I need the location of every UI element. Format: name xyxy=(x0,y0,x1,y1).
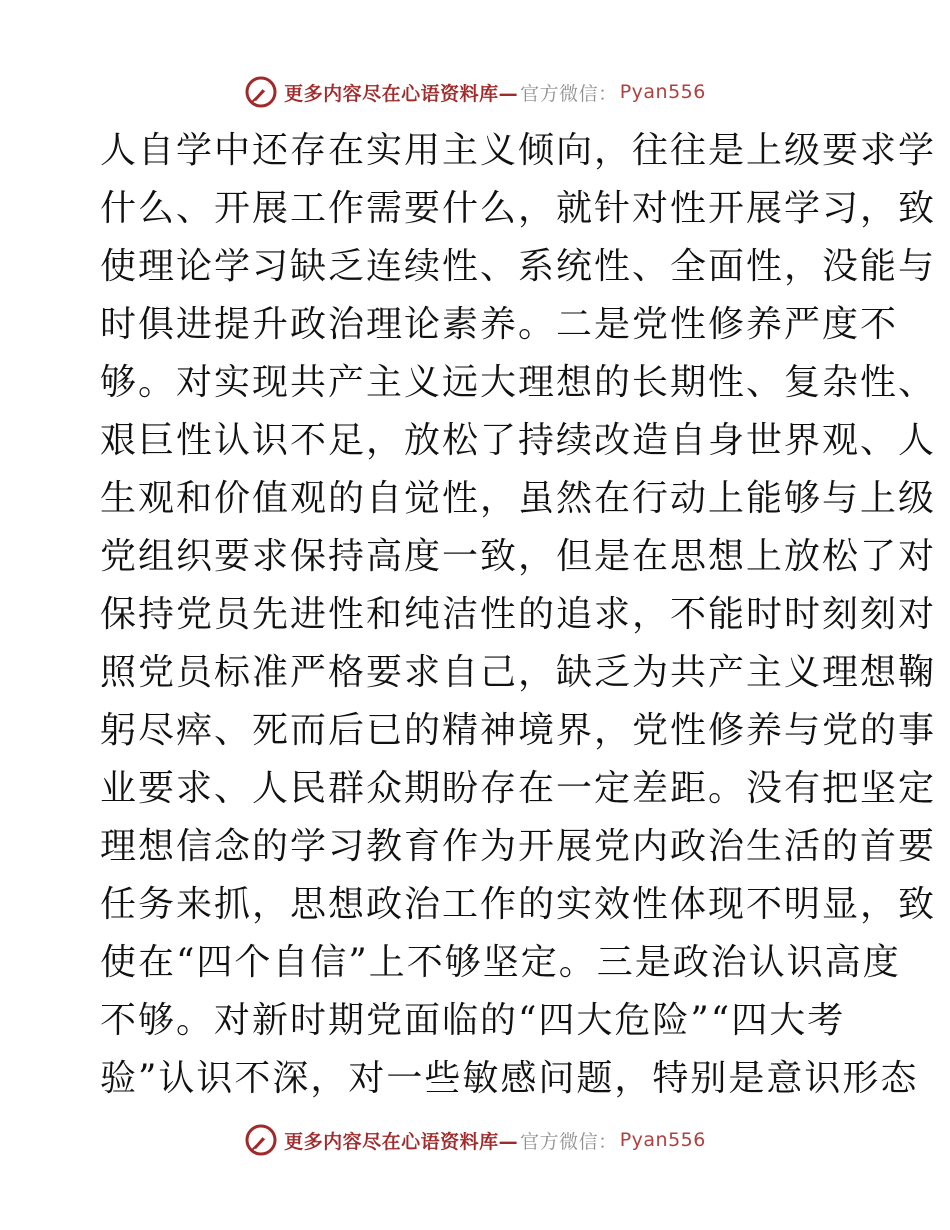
text-line: 时俱进提升政治理论素养。二是党性修养严度不 xyxy=(100,304,899,345)
text-line: 使在“四个自信”上不够坚定。三是政治认识高度 xyxy=(100,942,901,983)
footer-banner xyxy=(0,1120,950,1160)
banner-wechat-id: Pyan556 xyxy=(619,81,706,103)
text-line: 使理论学习缺乏连续性、系统性、全面性，没能与 xyxy=(100,246,937,287)
text-line: 生观和价值观的自觉性，虽然在行动上能够与上级 xyxy=(100,478,937,519)
quill-logo-icon xyxy=(244,75,278,109)
text-line: 业要求、人民群众期盼存在一定差距。没有把坚定 xyxy=(100,768,937,809)
text-line: 理想信念的学习教育作为开展党内政治生活的首要 xyxy=(100,826,937,867)
text-line: 艰巨性认识不足，放松了持续改造自身世界观、人 xyxy=(100,420,937,461)
banner-wechat-label: 官方微信： xyxy=(520,82,618,105)
banner-title: 更多内容尽在心语资料库— xyxy=(284,82,519,105)
text-line: 任务来抓，思想政治工作的实效性体现不明显，致 xyxy=(100,884,937,925)
banner-wechat-label: 官方微信： xyxy=(520,1130,618,1153)
banner-title: 更多内容尽在心语资料库— xyxy=(284,1130,519,1153)
header-banner xyxy=(0,72,950,112)
text-line: 什么、开展工作需要什么，就针对性开展学习，致 xyxy=(100,188,937,229)
quill-logo-icon xyxy=(244,1123,278,1157)
text-line: 保持党员先进性和纯洁性的追求，不能时时刻刻对 xyxy=(100,594,937,635)
banner-wechat-id: Pyan556 xyxy=(619,1129,706,1151)
document-body xyxy=(100,122,937,1108)
text-line: 照党员标准严格要求自己，缺乏为共产主义理想鞠 xyxy=(100,652,937,693)
text-line: 党组织要求保持高度一致，但是在思想上放松了对 xyxy=(100,536,937,577)
text-line: 不够。对新时期党面临的“四大危险”“四大考 xyxy=(100,1000,846,1041)
text-line: 够。对实现共产主义远大理想的长期性、复杂性、 xyxy=(100,362,937,403)
text-line: 验”认识不深，对一些敏感问题，特别是意识形态 xyxy=(100,1058,919,1099)
text-line: 人自学中还存在实用主义倾向，往往是上级要求学 xyxy=(100,130,937,171)
text-line: 躬尽瘁、死而后已的精神境界，党性修养与党的事 xyxy=(100,710,937,751)
